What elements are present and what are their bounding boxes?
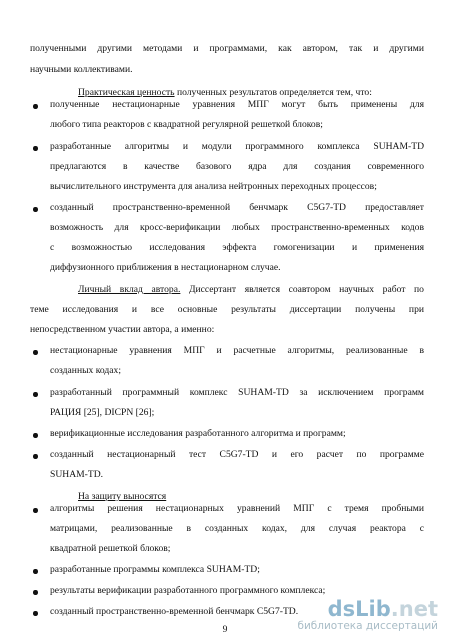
bullet-icon	[33, 146, 38, 151]
page-number: 9	[222, 624, 228, 635]
text-line: созданный пространственно-временной бенчмарк C5G7-TD.	[50, 606, 299, 617]
text-line: разработанные программы комплекса SUHAM-TD;	[50, 564, 260, 575]
text-line: матрицами, реализованные в созданных кодах, для случая реактора с	[50, 523, 424, 534]
bullet-icon	[33, 454, 38, 459]
text-line: алгоритмы решения нестационарных уравнений МПГ с тремя пробными	[50, 503, 424, 514]
text-line: SUHAM-TD.	[50, 469, 104, 480]
text-line: полученными другими методами и программами, как автором, так и другими	[30, 43, 424, 54]
text-line: непосредственном участии автора, а именно:	[30, 324, 215, 335]
text-line: теме исследования и все основные результаты диссертации получены при	[30, 304, 424, 315]
bullet-icon	[33, 590, 38, 595]
bullet-icon	[33, 508, 38, 513]
text-fragment: полученных результатов определяется тем, что:	[174, 87, 372, 98]
paragraph-heading-line	[78, 284, 424, 296]
bullet-icon	[33, 207, 38, 212]
watermark	[297, 598, 438, 633]
text-line: РАЦИЯ [25], DICPN [26];	[50, 407, 155, 418]
watermark-logo	[297, 598, 438, 620]
bullet-icon	[33, 433, 38, 438]
section-label-practical-value: Практическая ценность	[78, 87, 175, 98]
watermark-logo-part: .net	[390, 597, 438, 621]
text-line: разработанные алгоритмы и модули программного комплекса SUHAM-TD	[50, 141, 424, 152]
text-line: разработанный программный комплекс SUHAM-TD за исключением программ	[50, 387, 424, 398]
text-line: с возможностью исследования эффекта гомогенизации и применения	[50, 242, 424, 253]
bullet-icon	[33, 392, 38, 397]
text-line: возможность для кросс-верификации любых пространственно-временных кодов	[50, 222, 424, 233]
text-line: созданный пространственно-временной бенчмарк C5G7-TD предоставляет	[50, 202, 424, 213]
text-line: созданный нестационарный тест C5G7-TD и его расчет по программе	[50, 449, 424, 460]
text-line: вычислительного инструмента для анализа нейтронных переходных процессов;	[50, 181, 377, 192]
text-line: квадратной решеткой блоков;	[50, 543, 171, 554]
watermark-logo-part: dsLib	[327, 597, 391, 621]
text-line: научными коллективами.	[30, 64, 133, 75]
text-line: предлагаются в качестве базового ядра для создания современного	[50, 161, 424, 172]
watermark-subtitle: библиотека диссертаций	[297, 620, 438, 632]
section-label-defense: На защиту выносятся	[78, 491, 167, 502]
text-line: диффузионного приближения в нестационарном случае.	[50, 262, 281, 273]
paragraph-heading-line	[78, 87, 372, 99]
bullet-icon	[33, 611, 38, 616]
text-line: нестационарные уравнения МПГ и расчетные алгоритмы, реализованные в	[50, 345, 424, 356]
text-line: верификационные исследования разработанного алгоритма и программ;	[50, 428, 346, 439]
text-line: полученные нестационарные уравнения МПГ могут быть применены для	[50, 99, 424, 110]
bullet-icon	[33, 104, 38, 109]
text-line: созданных кодах;	[50, 365, 122, 376]
text-line: результаты верификации разработанного программного комплекса;	[50, 585, 326, 596]
text-fragment: Диссертант является соавтором научных работ по	[180, 284, 424, 295]
bullet-icon	[33, 569, 38, 574]
bullet-icon	[33, 350, 38, 355]
section-label-personal-contribution: Личный вклад автора.	[78, 284, 181, 295]
text-line: любого типа реакторов с квадратной регулярной решеткой блоков;	[50, 119, 323, 130]
